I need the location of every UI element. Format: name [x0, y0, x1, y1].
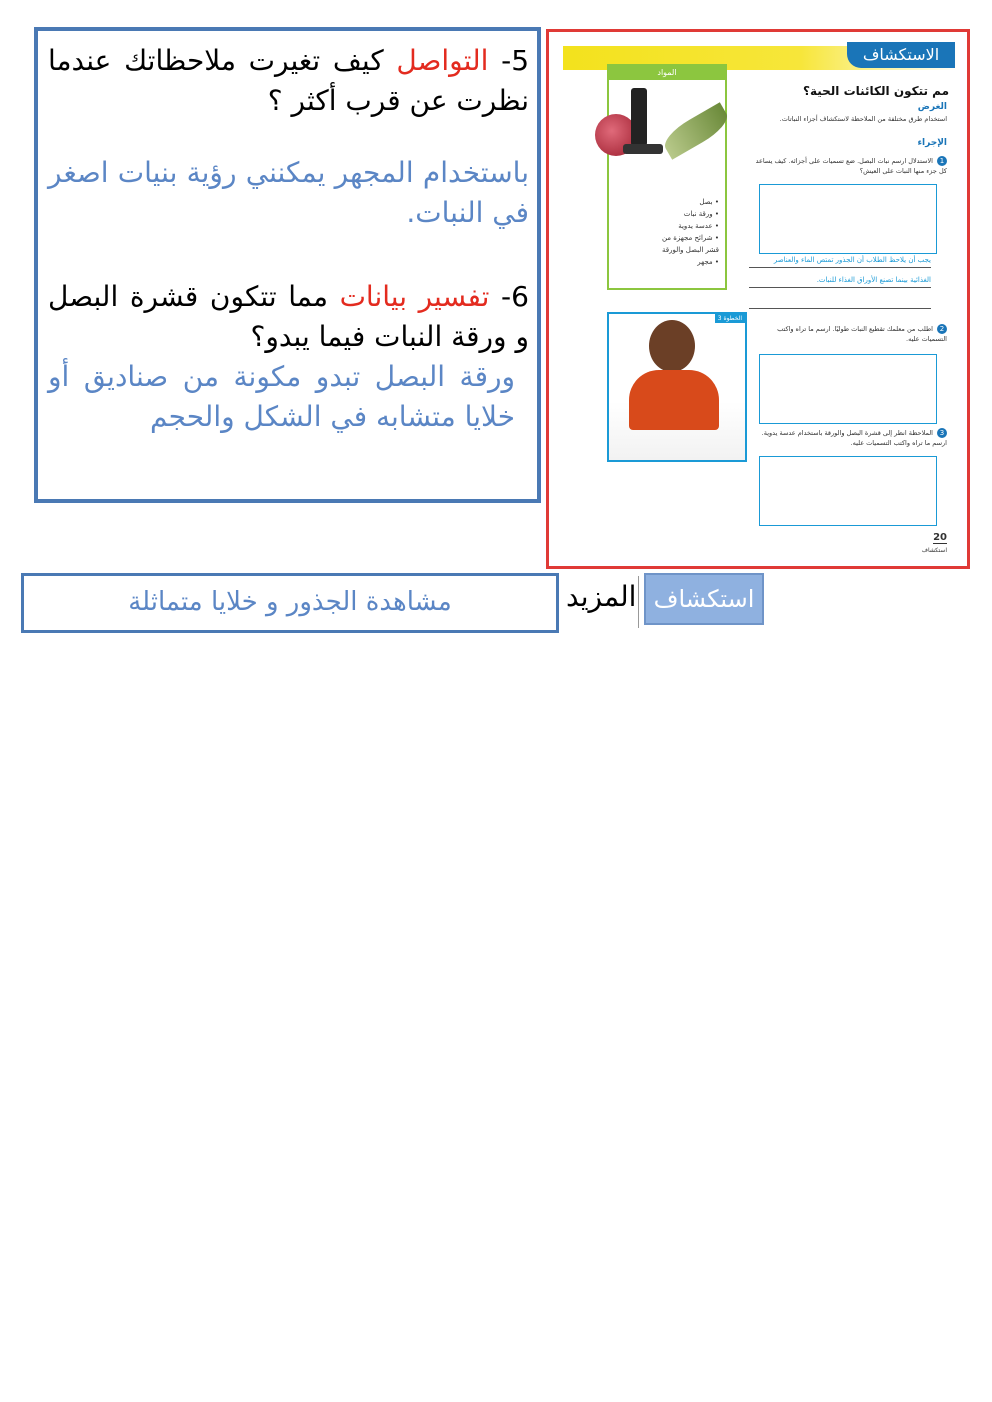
material-item: • عدسة يدوية [678, 222, 719, 230]
materials-panel [607, 64, 727, 290]
step-1-text: الاستدلال ارسم نبات البصل. ضع تسميات على أجزائه. كيف يساعد كل جزء منها النبات على العيش؟ [755, 157, 947, 175]
procedure-heading: الإجراء [917, 138, 947, 148]
student-body [629, 370, 719, 430]
material-item: • ورقة نبات [683, 210, 719, 218]
question-5-number: 5- [501, 44, 530, 77]
step-1-number: 1 [937, 156, 947, 166]
page-number: 20 [933, 532, 947, 543]
step-3-text: الملاحظة انظر إلى قشرة البصل والورقة باستخدام عدسة يدوية. ارسم ما تراه واكتب التسميات عليه. [761, 429, 947, 447]
student-head [649, 320, 695, 372]
material-item: • شرائح مجهزة من قشر البصل والورقة [661, 234, 719, 254]
question-6-number: 6- [501, 280, 529, 313]
banner-title: الاستكشاف [847, 42, 955, 68]
step-2 [751, 324, 947, 344]
materials-list [649, 196, 719, 268]
microscope-base [623, 144, 663, 154]
explore-button[interactable]: استكشاف [644, 573, 764, 625]
step-2-text: اطلب من معلمك تقطيع النبات طوليًا. ارسم ما تراه واكتب التسميات عليه. [777, 325, 947, 343]
question-6-text: مما تتكون قشرة البصل و ورقة النبات فيما يبدو؟ [48, 280, 529, 353]
drawing-box-2 [759, 354, 937, 424]
step-3 [751, 428, 947, 448]
step-1 [751, 156, 947, 176]
question-6 [48, 277, 529, 357]
material-item: • بصل [699, 198, 719, 206]
step-2-number: 2 [937, 324, 947, 334]
answer-rule [749, 308, 931, 309]
step-3-number: 3 [937, 428, 947, 438]
question-5-keyword: التواصل [396, 44, 489, 77]
photo-step-label: الخطوة 3 [715, 314, 745, 323]
question-5 [48, 41, 529, 121]
leaf-illustration [659, 102, 733, 160]
page-label: استكشاف [921, 547, 947, 554]
student-photo [607, 312, 747, 462]
hint-line-2: الغذائية بينما تصنع الأوراق الغذاء للنبات. [816, 276, 931, 284]
answers-box [34, 27, 541, 503]
explore-more-label: المزيد [566, 580, 637, 613]
hint-line-1: يجب أن يلاحظ الطلاب أن الجذور تمتص الماء والعناصر [773, 256, 931, 264]
answer-rule [749, 267, 931, 268]
materials-heading: المواد [609, 66, 725, 80]
divider [638, 576, 639, 628]
drawing-box-1 [759, 184, 937, 254]
answer-rule [749, 287, 931, 288]
explore-more-answer: مشاهدة الجذور و خلايا متماثلة [21, 573, 559, 633]
drawing-box-3 [759, 456, 937, 526]
answer-5: باستخدام المجهر يمكنني رؤية بنيات اصغر في النبات. [48, 156, 529, 229]
answer-6: ورقة البصل تبدو مكونة من صناديق أو خلايا متشابه في الشكل والحجم [48, 360, 515, 433]
textbook-page-image [546, 29, 970, 569]
material-item: • مجهر [697, 258, 719, 266]
purpose-text: استخدام طرق مختلفة من الملاحظة لاستكشاف أجزاء النباتات. [779, 115, 947, 123]
microscope-illustration [631, 88, 647, 146]
question-5-text: كيف تغيرت ملاحظاتك عندما نظرت عن قرب أكثر ؟ [48, 44, 529, 117]
purpose-heading: الغرض [917, 102, 947, 112]
question-6-keyword: تفسير بيانات [339, 280, 490, 313]
book-title: مم تتكون الكائنات الحية؟ [803, 84, 949, 98]
